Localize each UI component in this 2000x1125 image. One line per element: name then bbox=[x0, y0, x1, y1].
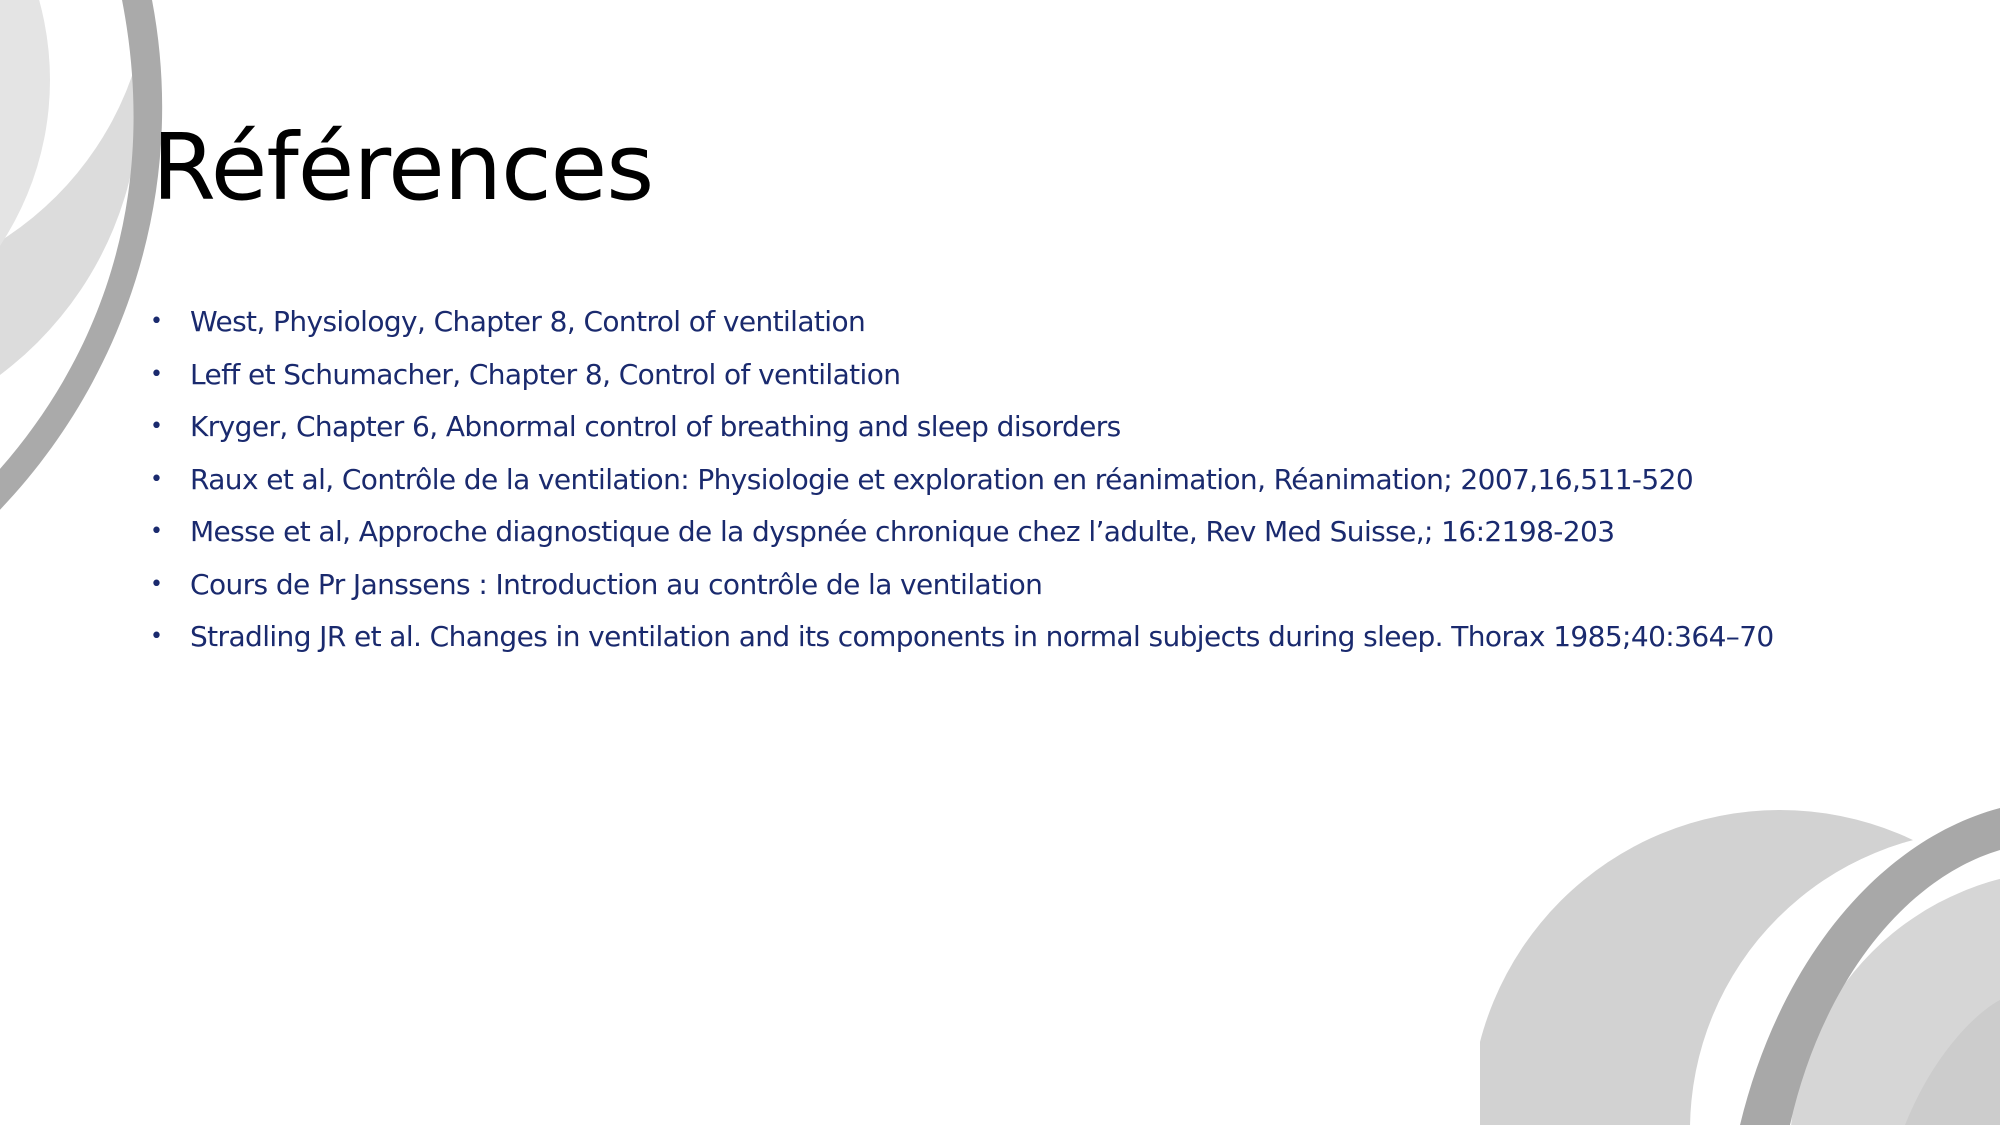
reference-text: Stradling JR et al. Changes in ventilation and its components in normal subjects during sleep. Thorax 1985;40:364–70 bbox=[190, 620, 1774, 653]
list-item bbox=[150, 506, 1774, 559]
bullet-icon: • bbox=[150, 309, 163, 334]
list-item bbox=[150, 401, 1774, 454]
list-item bbox=[150, 349, 1774, 402]
bullet-icon: • bbox=[150, 624, 163, 649]
reference-text: Leff et Schumacher, Chapter 8, Control of ventilation bbox=[190, 357, 901, 391]
reference-text: West, Physiology, Chapter 8, Control of ventilation bbox=[190, 305, 866, 338]
top-left-arc-group bbox=[0, 0, 162, 520]
reference-text: Cours de Pr Janssens : Introduction au contrôle de la ventilation bbox=[190, 567, 1043, 601]
references-list bbox=[150, 296, 1774, 664]
bullet-icon: • bbox=[150, 571, 163, 597]
slide-title: Références bbox=[152, 114, 654, 221]
list-item bbox=[150, 454, 1774, 507]
reference-text: Messe et al, Approche diagnostique de la dyspnée chronique chez l’adulte, Rev Med Suisse,; 16:2198-203 bbox=[190, 515, 1615, 548]
bottom-right-arc-group bbox=[1470, 808, 2000, 1125]
bullet-icon: • bbox=[150, 361, 163, 387]
reference-text: Raux et al, Contrôle de la ventilation: Physiologie et exploration en réanimation, Réanimation; 2007,16,511-520 bbox=[190, 462, 1694, 496]
list-item bbox=[150, 611, 1774, 664]
bullet-icon: • bbox=[150, 519, 163, 544]
bullet-icon: • bbox=[150, 414, 163, 439]
list-item bbox=[150, 296, 1774, 349]
list-item bbox=[150, 559, 1774, 612]
reference-text: Kryger, Chapter 6, Abnormal control of breathing and sleep disorders bbox=[190, 410, 1121, 443]
bullet-icon: • bbox=[150, 466, 163, 492]
